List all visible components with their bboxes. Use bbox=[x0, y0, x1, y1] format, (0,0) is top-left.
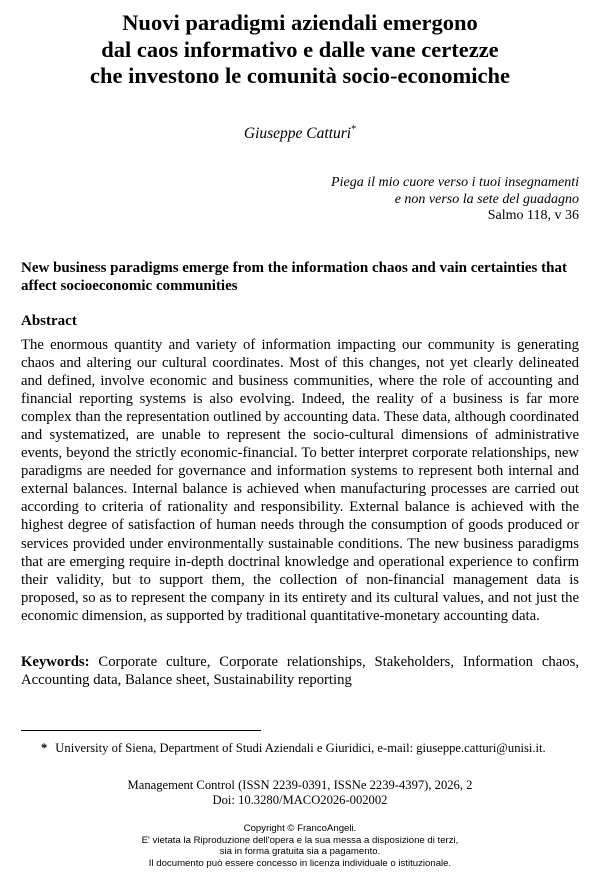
footnote-divider bbox=[21, 730, 261, 731]
author-name: Giuseppe Catturi bbox=[243, 125, 352, 142]
abstract-heading: Abstract bbox=[21, 313, 77, 329]
author-footnote bbox=[21, 741, 579, 756]
english-title: New business paradigms emerge from the information chaos and vain certainties that affect socioeconomic communities bbox=[21, 260, 567, 294]
footnote-text: University of Siena, Department of Studi Aziendali e Giuridici, e-mail: giuseppe.catturi@unisi.it. bbox=[55, 741, 546, 755]
title-line: Nuovi paradigmi aziendali emergono bbox=[122, 10, 478, 35]
abstract-text: The enormous quantity and variety of information impacting our community is generating chaos and altering our cultural coordinates. Most of this changes, not yet clearly delineated and defined, involve economic and business communities, where the role of accounting and financial reporting systems is also evolving. Indeed, the reality of a business is far more complex than the representation outlined by accounting data. These data, although coordinated and systematized, are unable to represent the socio-cultural dimensions of administrative events, beyond the strictly economic-financial. To better interpret corporate relationships, new paradigms are needed for governance and information systems to represent both internal and external balances. Internal balance is achieved when manufacturing processes are carried out according to criteria of rationality and responsibility. External balance is achieved with the highest degree of satisfaction of human needs through the consumption of goods produced or services provided under environmentally sustainable conditions. The new business paradigms that are emerging require in-depth doctrinal knowledge and operational experience to confirm their validity, but to support them, the collection of non-financial management data is proposed, so as to represent the company in its entirety and its cultural values, and not just the economic dimension, as supported by traditional quantitative-monetary accounting data. bbox=[21, 337, 579, 624]
keywords bbox=[21, 653, 579, 689]
copyright-line: Il documento può essere concesso in licenza individuale o istituzionale. bbox=[148, 857, 452, 869]
author-line bbox=[0, 121, 600, 143]
footnote-mark: * bbox=[41, 741, 48, 755]
journal-citation: Management Control (ISSN 2239-0391, ISSNe 2239-4397), 2026, 2 bbox=[127, 778, 473, 792]
copyright-line: Copyright © FrancoAngeli. bbox=[243, 823, 357, 834]
title-line: dal caos informativo e dalle vane certezze bbox=[101, 36, 499, 62]
epigraph-source: Salmo 118, v 36 bbox=[487, 208, 579, 223]
copyright-notice bbox=[0, 823, 600, 869]
journal-info bbox=[0, 778, 600, 807]
epigraph bbox=[331, 175, 579, 225]
keywords-label: Keywords: bbox=[21, 654, 90, 670]
copyright-line: E' vietata la Riproduzione dell'opera e la sua messa a disposizione di terzi, bbox=[141, 834, 459, 846]
keywords-text: Corporate culture, Corporate relationships, Stakeholders, Information chaos, Accounting data, Balance sheet, Sustainability reporting bbox=[21, 654, 579, 689]
copyright-line: sia in forma gratuita sia a pagamento. bbox=[219, 846, 381, 857]
author-footnote-mark: * bbox=[351, 124, 357, 135]
paper-title bbox=[20, 10, 580, 90]
title-line: che investono le comunità socio-economiche bbox=[90, 63, 510, 88]
epigraph-line: e non verso la sete del guadagno bbox=[394, 191, 579, 207]
epigraph-line: Piega il mio cuore verso i tuoi insegnamenti bbox=[331, 175, 579, 190]
journal-doi: Doi: 10.3280/MACO2026-002002 bbox=[212, 792, 388, 807]
